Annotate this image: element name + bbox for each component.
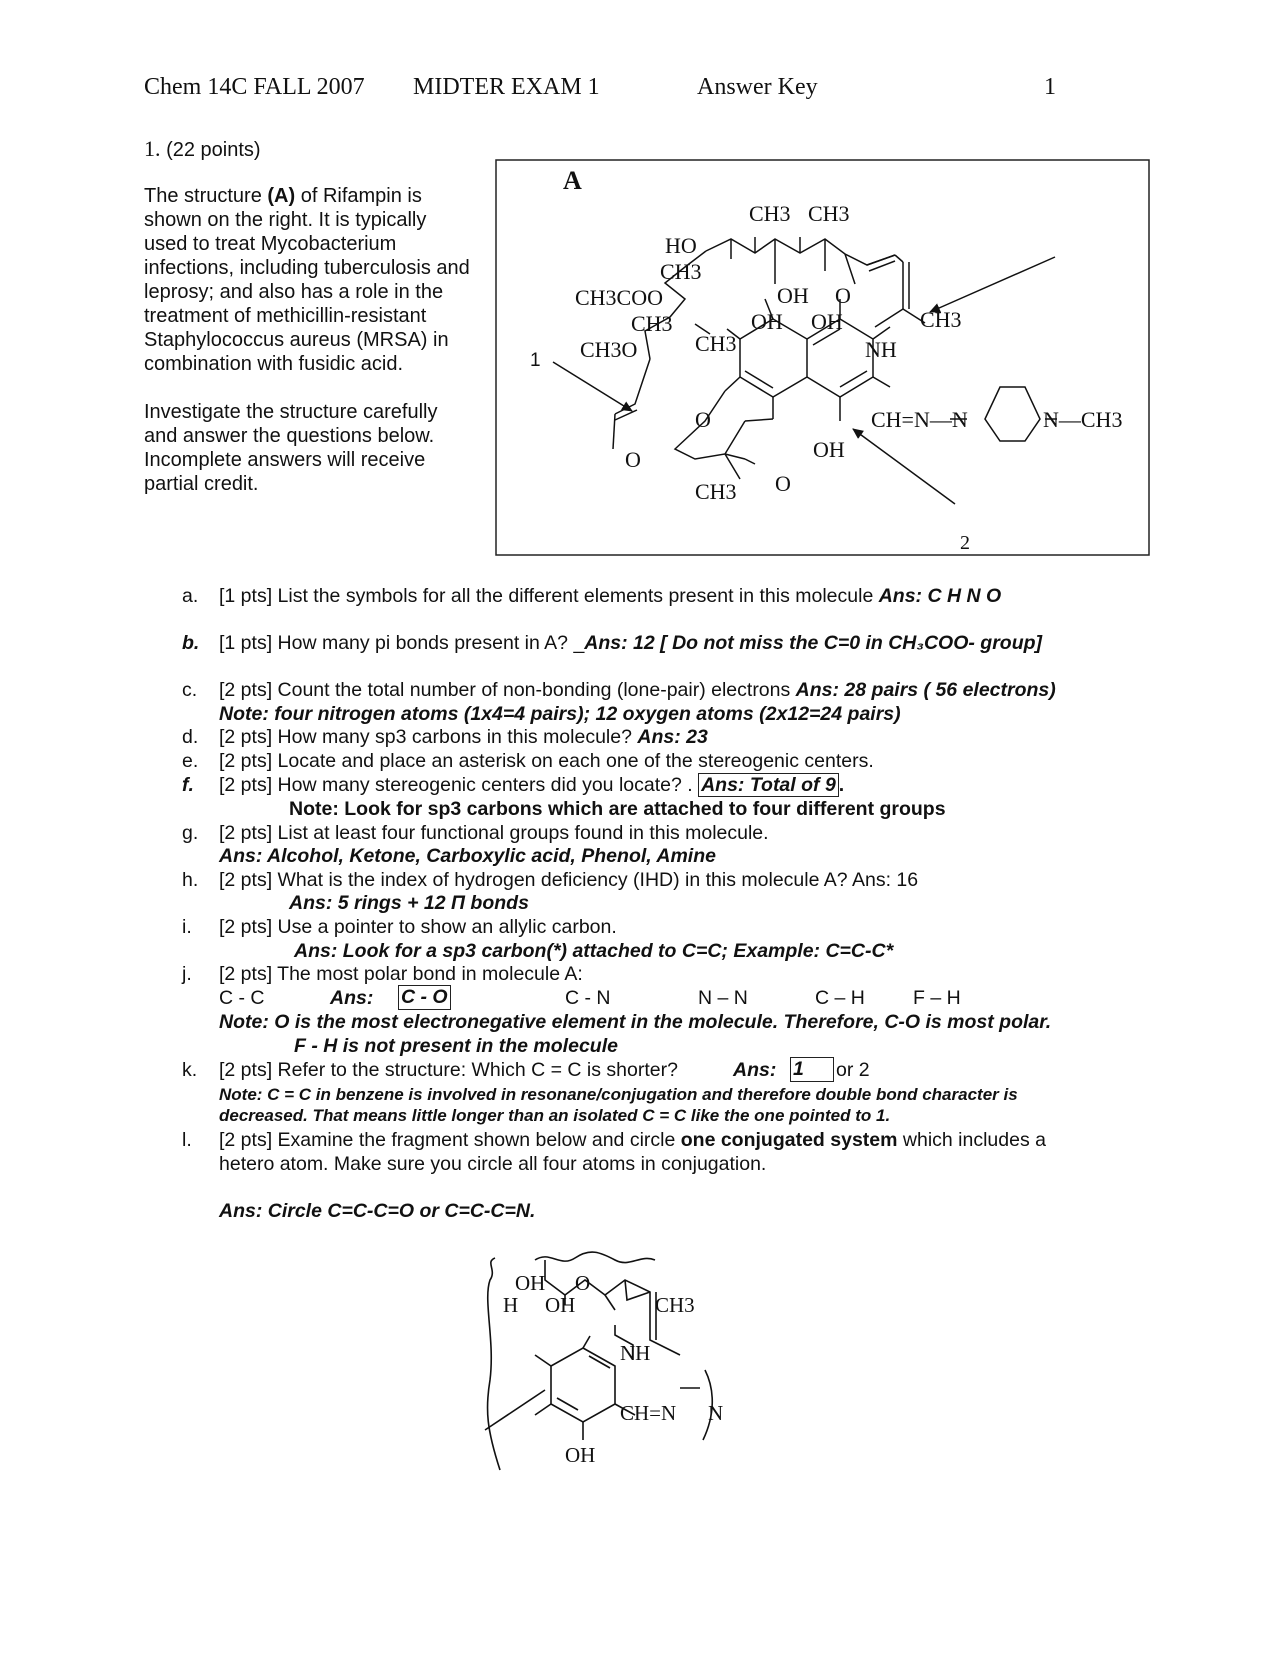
answer-b: Ans: 12 [ Do not miss the C=0 in CH₃COO- group] (584, 632, 1043, 654)
item-letter-f: f. (182, 774, 194, 796)
frag-oh2: OH (545, 1293, 576, 1317)
instructions-paragraph (144, 400, 437, 496)
conjugation-fragment (465, 1240, 765, 1510)
item-l: [2 pts] Examine the fragment shown below and circle one conjugated system which includes a (219, 1129, 1046, 1151)
note-c: Note: four nitrogen atoms (1x4=4 pairs); 12 oxygen atoms (2x12=24 pairs) (219, 703, 901, 725)
intro-paragraph (144, 184, 470, 376)
item-f: [2 pts] How many stereogenic centers did you locate? . Ans: Total of 9 . (219, 774, 845, 796)
item-l-line-2: hetero atom. Make sure you circle all four atoms in conjugation. (219, 1153, 767, 1175)
answer-j-box: C - O (398, 985, 451, 1010)
atom-ch3-d: CH3 (695, 331, 737, 356)
note-j: Note: O is the most electronegative element in the molecule. Therefore, C-O is most polar. (219, 1011, 1052, 1033)
atom-ch-n-n: CH=N—N (871, 407, 968, 432)
pointer-label-2: 2 (960, 532, 970, 554)
header-exam-title: MIDTER EXAM 1 (413, 74, 600, 100)
instr-line: partial credit. (144, 473, 259, 495)
atom-ch3-top-a: CH3 (749, 201, 791, 226)
header-answer-key: Answer Key (697, 74, 818, 100)
arrow-allylic-ch3 (930, 257, 1055, 312)
arrow-pointer-2 (853, 429, 955, 504)
option-c-c: C - C (219, 987, 265, 1009)
item-letter-d: d. (182, 726, 199, 748)
answer-h: Ans: 5 rings + 12 Π bonds (289, 892, 529, 914)
item-i: [2 pts] Use a pointer to show an allylic carbon. (219, 916, 617, 938)
instr-line: Investigate the structure carefully (144, 401, 438, 423)
item-k: [2 pts] Refer to the structure: Which C = C is shorter? (219, 1059, 678, 1081)
atom-ho: HO (665, 233, 697, 258)
item-letter-j: j. (182, 963, 192, 985)
atom-ch3-b: CH3 (660, 259, 702, 284)
item-letter-k: k. (182, 1059, 198, 1081)
atom-oh-a: OH (777, 283, 809, 308)
frag-n-partial: N (708, 1401, 724, 1425)
rifampin-structure (495, 159, 1150, 556)
atom-oh-bottom: OH (813, 437, 845, 462)
answer-k-tail: or 2 (836, 1059, 870, 1081)
atom-oh-b: OH (751, 309, 783, 334)
atom-ch3-bottom: CH3 (695, 479, 737, 504)
atom-ch3-right: CH3 (920, 307, 962, 332)
answer-l: Ans: Circle C=C-C=O or C=C-C=N. (219, 1200, 536, 1222)
atom-ch3o: CH3O (580, 337, 638, 362)
intro-line: used to treat Mycobacterium (144, 233, 397, 255)
frag-o: O (575, 1271, 591, 1295)
option-f-h: F – H (913, 987, 961, 1009)
intro-line: shown on the right. It is typically (144, 209, 427, 231)
atom-n-ch3: N—CH3 (1043, 407, 1123, 432)
note-j-2: F - H is not present in the molecule (294, 1035, 618, 1057)
item-a: [1 pts] List the symbols for all the different elements present in this molecule Ans: C H N O (219, 585, 1002, 607)
header-course: Chem 14C FALL 2007 (144, 74, 365, 100)
question-heading (144, 136, 261, 162)
option-c-h: C – H (815, 987, 865, 1009)
frag-ch3: CH3 (655, 1293, 695, 1317)
intro-line: combination with fusidic acid. (144, 353, 404, 375)
item-letter-b: b. (182, 632, 200, 654)
frag-oh-bottom: OH (565, 1443, 596, 1467)
item-b: [1 pts] How many pi bonds present in A? _Ans: 12 [ Do not miss the C=0 in CH₃COO- group] (219, 632, 1043, 654)
answer-j-label: Ans: (330, 987, 374, 1009)
item-e: [2 pts] Locate and place an asterisk on each one of the stereogenic centers. (219, 750, 874, 772)
frag-oh: OH (515, 1271, 546, 1295)
pointer-label-1: 1 (530, 350, 541, 371)
question-points: (22 points) (166, 139, 261, 161)
item-c: [2 pts] Count the total number of non-bonding (lone-pair) electrons Ans: 28 pairs ( 56 electrons) (219, 679, 1056, 701)
instr-line: and answer the questions below. (144, 425, 435, 447)
intro-line: leprosy; and also has a role in the (144, 281, 444, 303)
intro-line: treatment of methicillin-resistant (144, 305, 427, 327)
item-letter-e: e. (182, 750, 199, 772)
atom-o-a: O (835, 283, 851, 308)
answer-k-box: 1 (790, 1057, 834, 1082)
answer-f: Ans: Total of 9 (698, 773, 839, 797)
answer-g: Ans: Alcohol, Ketone, Carboxylic acid, Phenol, Amine (219, 845, 716, 867)
atom-o-keto: O (775, 471, 791, 496)
frag-h: H (503, 1293, 519, 1317)
item-letter-c: c. (182, 679, 198, 701)
question-number: 1. (144, 136, 161, 161)
atom-ch3-c: CH3 (631, 311, 673, 336)
item-d: [2 pts] How many sp3 carbons in this molecule? Ans: 23 (219, 726, 708, 748)
intro-line: Staphylococcus aureus (MRSA) in (144, 329, 449, 351)
note-k: Note: C = C in benzene is involved in resonane/conjugation and therefore double bond character is (219, 1085, 1018, 1104)
frag-nh: NH (620, 1341, 651, 1365)
option-n-n: N – N (698, 987, 748, 1009)
structure-label: A (563, 166, 582, 195)
item-letter-l: l. (182, 1129, 192, 1151)
atom-oh-c: OH (811, 309, 843, 334)
answer-d: Ans: 23 (637, 726, 708, 748)
frag-ch-n: CH=N (620, 1401, 677, 1425)
answer-i: Ans: Look for a sp3 carbon(*) attached to C=C; Example: C=C-C* (294, 940, 894, 962)
answer-k-label: Ans: (733, 1059, 777, 1081)
option-c-n: C - N (565, 987, 611, 1009)
item-letter-h: h. (182, 869, 199, 891)
item-j: [2 pts] The most polar bond in molecule A: (219, 963, 583, 985)
header-page-number: 1 (1044, 74, 1056, 100)
item-letter-i: i. (182, 916, 192, 938)
atom-o-ring: O (695, 407, 711, 432)
note-k-2: decreased. That means little longer than an isolated C = C like the one pointed to 1. (219, 1106, 891, 1125)
arrow-pointer-1 (553, 362, 632, 411)
item-g: [2 pts] List at least four functional groups found in this molecule. (219, 822, 769, 844)
answer-a: Ans: C H N O (878, 585, 1002, 607)
instr-line: Incomplete answers will receive (144, 449, 426, 471)
atom-ch3-top-b: CH3 (808, 201, 850, 226)
atom-o-ether: O (625, 447, 641, 472)
answer-c: Ans: 28 pairs ( 56 electrons) (795, 679, 1056, 701)
atom-ch3coo: CH3COO (575, 285, 664, 310)
intro-line-1: The structure (A) of Rifampin is (144, 185, 422, 207)
atom-nh: NH (865, 337, 897, 362)
item-letter-a: a. (182, 585, 199, 607)
item-h: [2 pts] What is the index of hydrogen deficiency (IHD) in this molecule A? Ans: 16 (219, 869, 919, 891)
note-f: Note: Look for sp3 carbons which are attached to four different groups (289, 798, 946, 820)
intro-line: infections, including tuberculosis and (144, 257, 470, 279)
item-letter-g: g. (182, 822, 199, 844)
